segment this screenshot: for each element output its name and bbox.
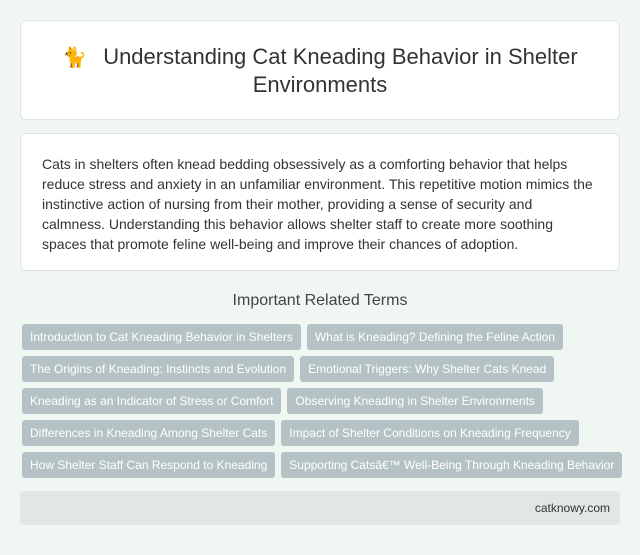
term-tag[interactable]: Supporting Catsâ€™ Well-Being Through Kneading Behavior [281, 452, 622, 478]
related-terms-heading: Important Related Terms [232, 292, 408, 309]
term-tag[interactable]: What is Kneading? Defining the Feline Action [307, 324, 563, 350]
term-tag[interactable]: Introduction to Cat Kneading Behavior in Shelters [22, 324, 301, 350]
term-row [22, 420, 622, 446]
term-row [22, 356, 622, 382]
term-row [22, 388, 622, 414]
term-row [22, 324, 622, 350]
term-tag[interactable]: Kneading as an Indicator of Stress or Comfort [22, 388, 281, 414]
term-tag[interactable]: The Origins of Kneading: Instincts and Evolution [22, 356, 294, 382]
summary-card [20, 133, 620, 271]
summary-text: Cats in shelters often knead bedding obsessively as a comforting behavior that helps reduce stress and anxiety in an unfamiliar environment. This repetitive motion mimics the instinctive action of nursing from their mother, providing a sense of security and calmness. Understanding this behavior allows shelter staff to create more soothing spaces that promote feline well-being and improve their chances of adoption. [42, 156, 593, 252]
term-tag[interactable]: Emotional Triggers: Why Shelter Cats Knead [300, 356, 554, 382]
footer-site-link[interactable]: catknowy.com [534, 501, 610, 515]
term-row [22, 452, 622, 478]
term-tag[interactable]: Observing Kneading in Shelter Environments [287, 388, 542, 414]
term-tag[interactable]: Impact of Shelter Conditions on Kneading Frequency [281, 420, 579, 446]
page-title [61, 43, 579, 98]
page-title-text: Understanding Cat Kneading Behavior in Shelter Environments [103, 43, 578, 97]
term-tag[interactable]: How Shelter Staff Can Respond to Kneading [22, 452, 275, 478]
term-tag[interactable]: Differences in Kneading Among Shelter Cats [22, 420, 275, 446]
cat-icon: 🐈 [62, 44, 88, 69]
title-card [20, 20, 620, 120]
related-terms-list [22, 324, 622, 484]
footer [20, 491, 620, 525]
